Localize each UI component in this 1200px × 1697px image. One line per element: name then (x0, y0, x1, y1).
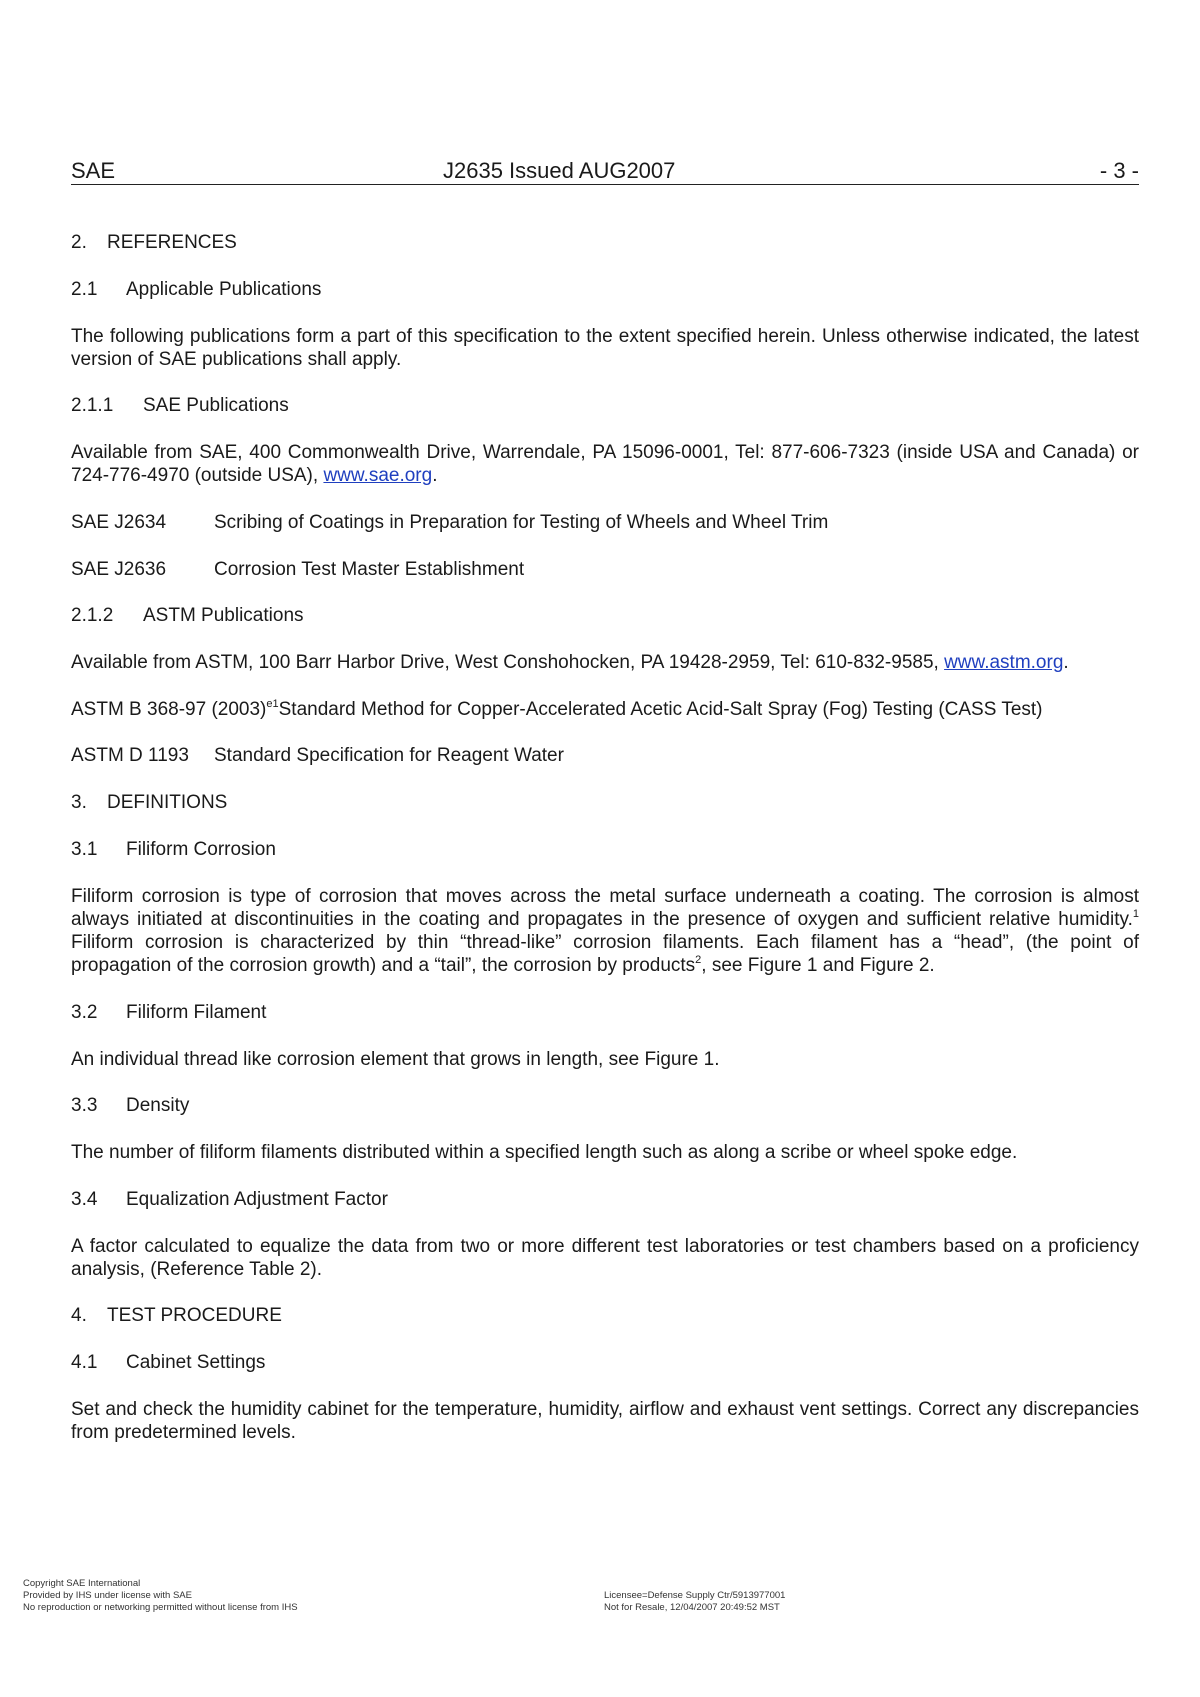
section-number: 2. (71, 232, 87, 253)
header-publisher: SAE (71, 158, 116, 183)
reference-code: SAE J2636 (71, 559, 167, 580)
paragraph-2-1: The following publications form a part of this specification to the extent specified herein. Unless otherwise indicated, the latest version of SAE publications shall apply. (71, 326, 1139, 370)
section-number: 3.4 (71, 1189, 98, 1210)
reference-code: SAE J2634 (71, 512, 167, 533)
footer-license (604, 1590, 785, 1614)
section-title: Cabinet Settings (126, 1352, 266, 1373)
paragraph-3-3: The number of filiform filaments distributed within a specified length such as along a scribe or wheel spoke edge. (71, 1142, 1018, 1163)
section-number: 2.1 (71, 279, 98, 300)
sae-website-link[interactable]: www.sae.org (323, 465, 433, 486)
section-number: 4. (71, 1305, 87, 1326)
reference-item (71, 558, 524, 581)
section-title: Filiform Filament (126, 1002, 267, 1023)
section-heading-3-2 (71, 1001, 266, 1024)
paragraph-4-1: Set and check the humidity cabinet for the temperature, humidity, airflow and exhaust vent settings. Correct any discrepancies from predetermined levels. (71, 1399, 1139, 1443)
period: . (1063, 652, 1069, 673)
footer-line: Licensee=Defense Supply Ctr/5913977001 (604, 1590, 786, 1601)
section-title: Filiform Corrosion (126, 839, 276, 860)
paragraph-3-4: A factor calculated to equalize the data from two or more different test laboratories or test chambers based on a proficiency analysis, (Reference Table 2). (71, 1236, 1139, 1280)
section-heading-4 (71, 1304, 282, 1327)
reference-title: Standard Method for Copper-Accelerated Acetic Acid-Salt Spray (Fog) Testing (CASS Test) (278, 699, 1043, 720)
paragraph-text: Filiform corrosion is characterized by thin “thread-like” corrosion filaments. Each filament has a “head”, (the point of propagation of the corrosion growth) and a “tail”, the corrosion by products (71, 932, 1139, 976)
section-heading-2-1-1 (71, 394, 289, 417)
section-title: SAE Publications (143, 395, 289, 416)
reference-title: Scribing of Coatings in Preparation for Testing of Wheels and Wheel Trim (214, 512, 829, 533)
section-title: REFERENCES (107, 232, 237, 253)
paragraph-text: Available from SAE, 400 Commonwealth Drive, Warrendale, PA 15096-0001, Tel: 877-606-7323 (inside USA and Canada) or 724-776-4970 (outside USA), (71, 442, 1139, 486)
section-title: TEST PROCEDURE (107, 1305, 282, 1326)
reference-item (71, 511, 828, 534)
reference-superscript: e1 (266, 698, 279, 710)
footer-line: Copyright SAE International (23, 1578, 141, 1589)
section-number: 3. (71, 792, 87, 813)
section-number: 3.3 (71, 1095, 98, 1116)
section-title: ASTM Publications (143, 605, 304, 626)
section-heading-2-1-2 (71, 604, 304, 627)
reference-title: Standard Specification for Reagent Water (214, 745, 564, 766)
header-document-id: J2635 Issued AUG2007 (443, 158, 676, 183)
footer-line: Provided by IHS under license with SAE (23, 1590, 192, 1601)
footnote-ref: 2 (695, 954, 702, 966)
section-title: Equalization Adjustment Factor (126, 1189, 388, 1210)
section-number: 3.1 (71, 839, 98, 860)
reference-code: ASTM B 368-97 (2003) (71, 699, 267, 720)
section-number: 2.1.2 (71, 605, 114, 626)
paragraph-2-1-1 (71, 441, 1139, 487)
section-heading-3-3 (71, 1094, 189, 1117)
paragraph-3-2: An individual thread like corrosion element that grows in length, see Figure 1. (71, 1049, 720, 1070)
footnote-ref: 1 (1132, 908, 1139, 920)
section-heading-2-1 (71, 278, 321, 301)
astm-website-link[interactable]: www.astm.org (944, 652, 1064, 673)
reference-code: ASTM D 1193 (71, 745, 189, 766)
paragraph-3-1 (71, 885, 1139, 977)
paragraph-text: , see Figure 1 and Figure 2. (701, 955, 935, 976)
section-number: 4.1 (71, 1352, 98, 1373)
section-heading-4-1 (71, 1351, 265, 1374)
section-title: Applicable Publications (126, 279, 322, 300)
reference-item (71, 744, 564, 767)
section-heading-3 (71, 791, 227, 814)
paragraph-text: Filiform corrosion is type of corrosion that moves across the metal surface underneath a coating. The corrosion is almost always initiated at discontinuities in the coating and propagates in the presence of oxygen and sufficient relative humidity. (71, 886, 1139, 930)
paragraph-text: Available from ASTM, 100 Barr Harbor Drive, West Conshohocken, PA 19428-2959, Tel: 610-832-9585, (71, 652, 945, 673)
section-title: Density (126, 1095, 190, 1116)
footer-line: No reproduction or networking permitted without license from IHS (23, 1602, 298, 1613)
reference-title: Corrosion Test Master Establishment (214, 559, 525, 580)
section-number: 2.1.1 (71, 395, 114, 416)
footer-line: Not for Resale, 12/04/2007 20:49:52 MST (604, 1602, 780, 1613)
section-title: DEFINITIONS (107, 792, 228, 813)
header-page-number: - 3 - (1099, 158, 1139, 183)
period: . (432, 465, 438, 486)
page-header (71, 156, 1139, 185)
section-heading-3-4 (71, 1188, 388, 1211)
footer-copyright (23, 1578, 298, 1614)
section-number: 3.2 (71, 1002, 98, 1023)
section-heading-2 (71, 231, 237, 254)
paragraph-2-1-2 (71, 651, 1069, 674)
section-heading-3-1 (71, 838, 276, 861)
reference-item (71, 698, 1043, 721)
